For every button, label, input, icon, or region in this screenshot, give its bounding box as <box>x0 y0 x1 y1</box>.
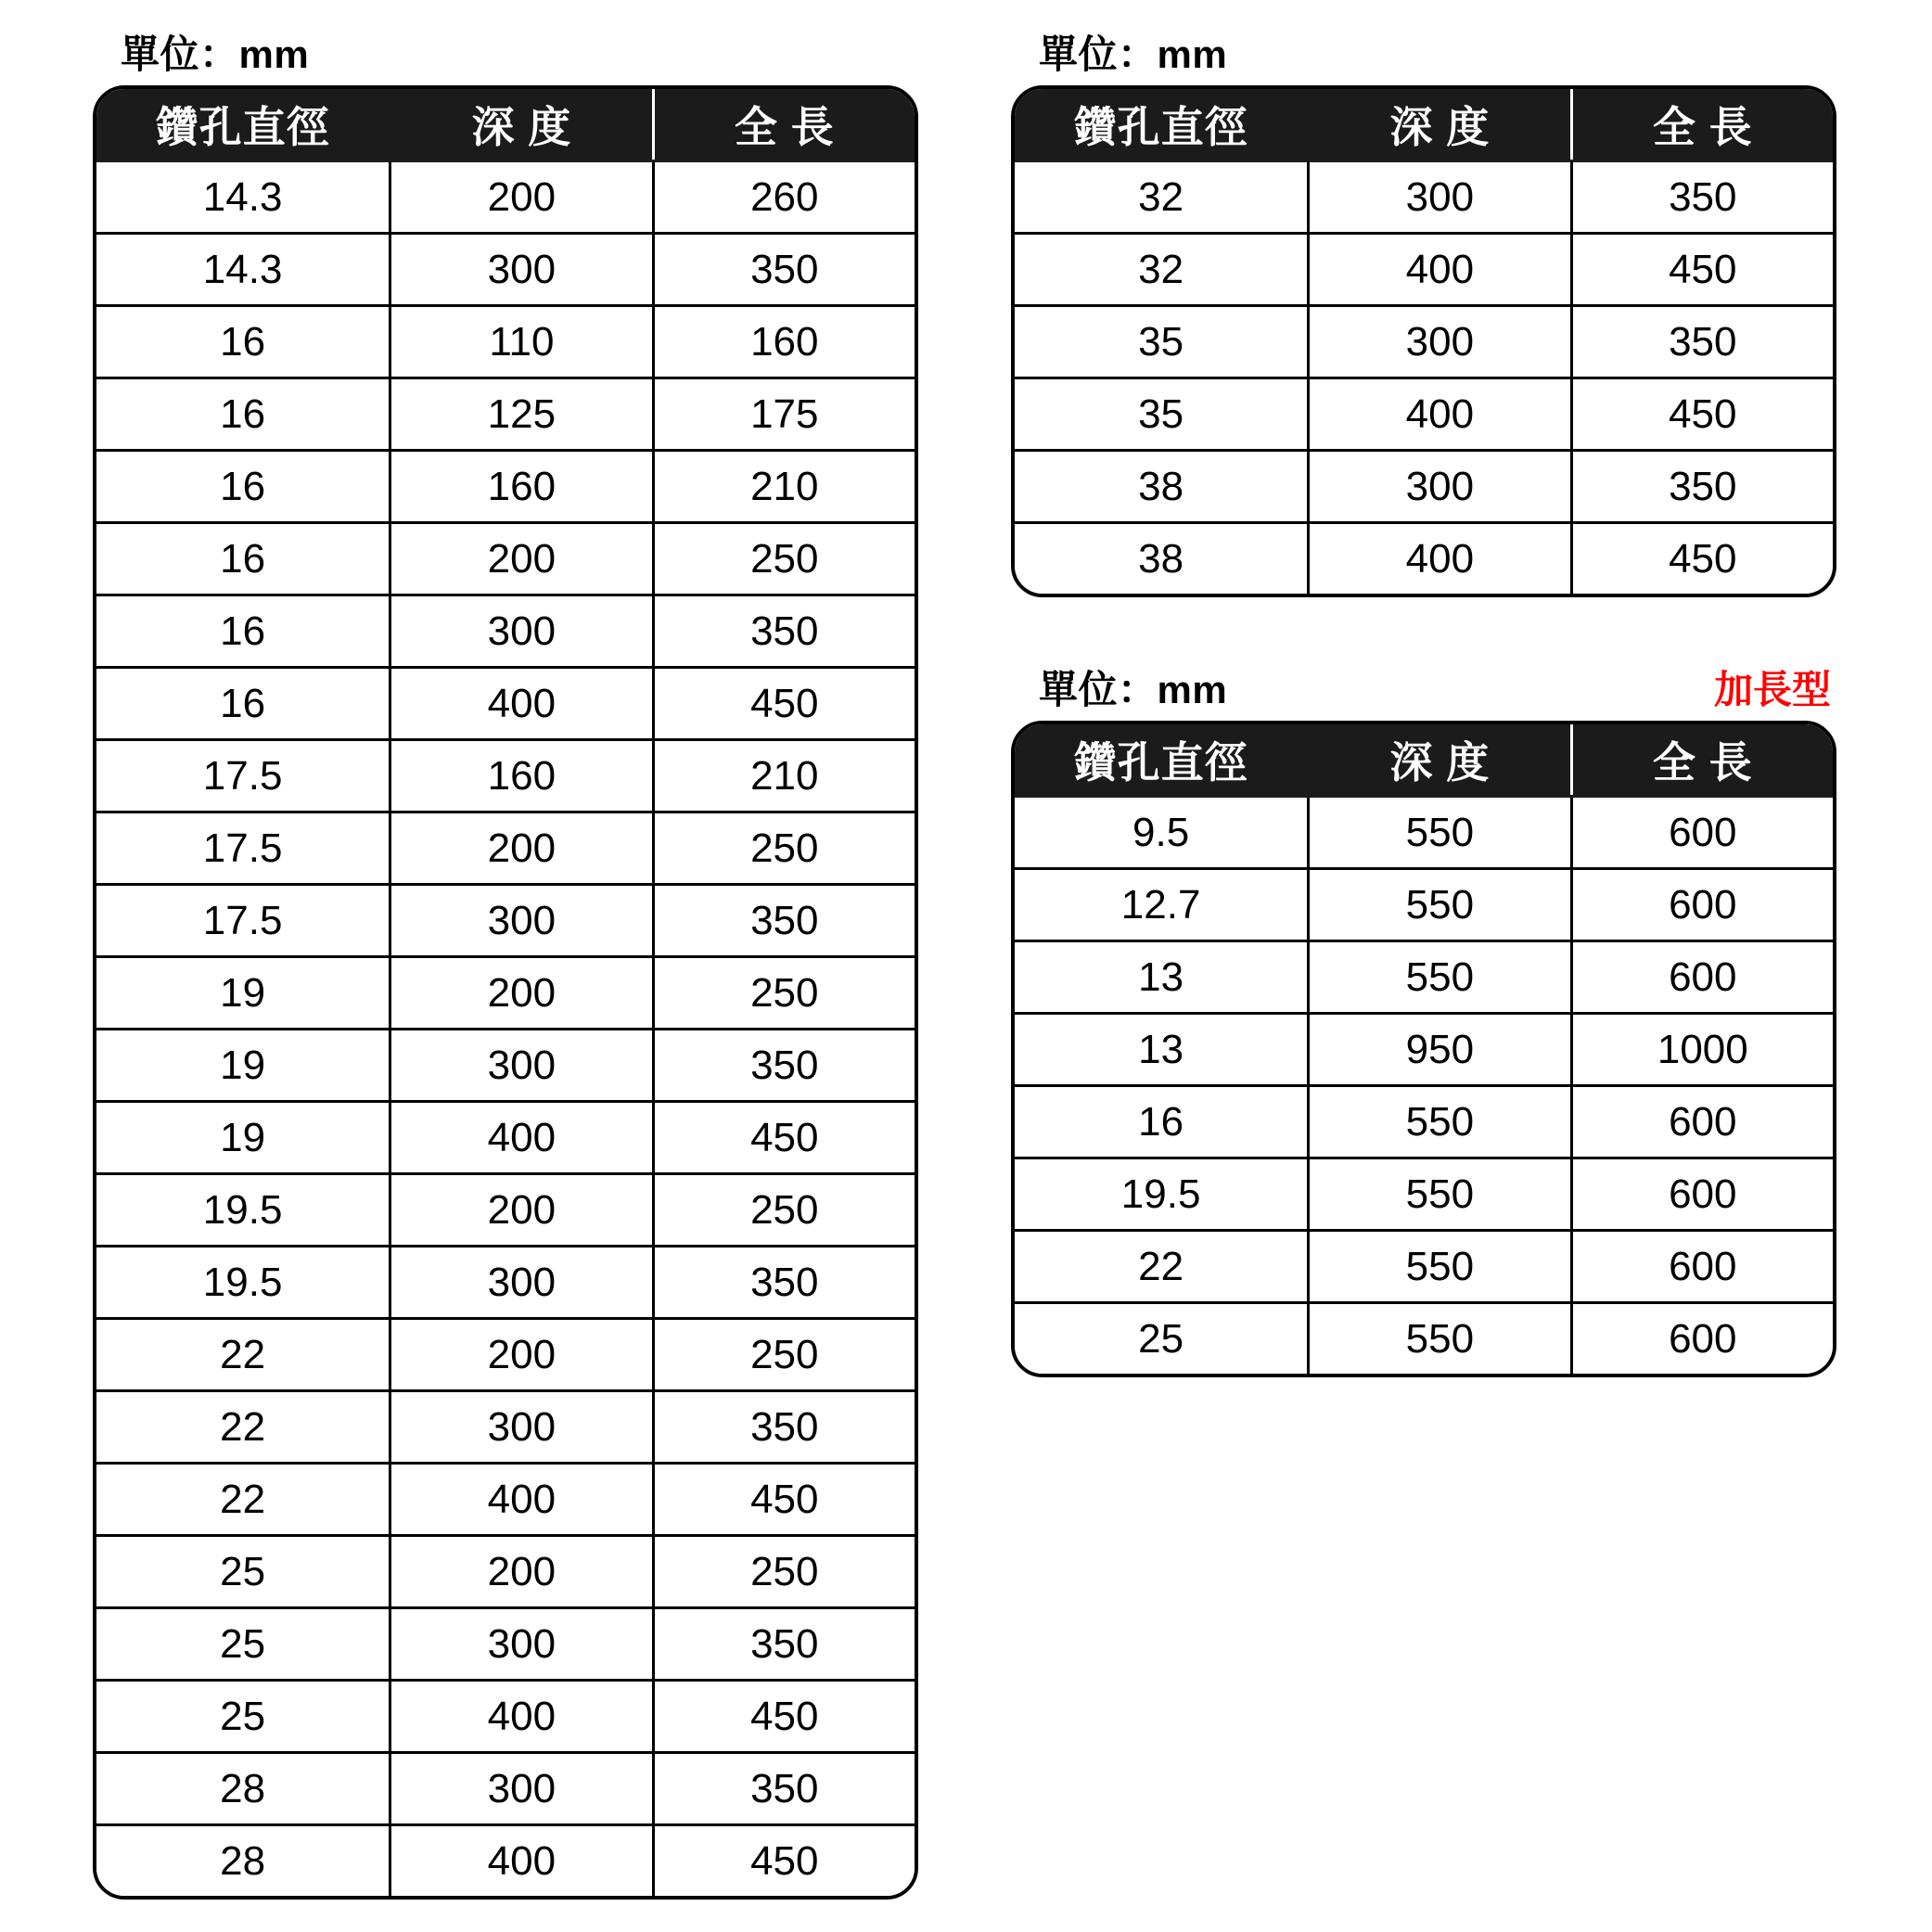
cell-hole-diameter: 17.5 <box>96 885 390 957</box>
cell-hole-diameter: 12.7 <box>1015 869 1309 941</box>
cell-depth: 400 <box>390 1825 653 1897</box>
unit-label: 單位：mm <box>1039 32 1228 76</box>
cell-total-length: 600 <box>1571 797 1833 869</box>
spec-table-block-extended <box>1011 663 1836 1377</box>
cell-total-length: 160 <box>653 306 915 378</box>
cell-hole-diameter: 14.3 <box>96 234 390 306</box>
cell-hole-diameter: 22 <box>96 1319 390 1391</box>
cell-depth: 200 <box>390 812 653 885</box>
cell-total-length: 350 <box>653 1030 915 1102</box>
table-row <box>96 957 915 1030</box>
cell-depth: 300 <box>390 595 653 668</box>
cell-depth: 950 <box>1309 1014 1571 1086</box>
spec-table <box>1015 89 1833 594</box>
table-row <box>96 523 915 595</box>
table-row <box>96 161 915 234</box>
cell-hole-diameter: 19 <box>96 1102 390 1174</box>
cell-hole-diameter: 9.5 <box>1015 797 1309 869</box>
table-row <box>96 234 915 306</box>
cell-hole-diameter: 28 <box>96 1753 390 1825</box>
cell-depth: 400 <box>390 668 653 740</box>
cell-total-length: 600 <box>1571 1086 1833 1158</box>
cell-depth: 110 <box>390 306 653 378</box>
column-header-hole-diameter: 鑽孔直徑 <box>1015 724 1309 797</box>
cell-hole-diameter: 25 <box>96 1536 390 1608</box>
table-row <box>96 1464 915 1536</box>
table-row <box>1015 234 1833 306</box>
cell-total-length: 600 <box>1571 1158 1833 1231</box>
cell-total-length: 600 <box>1571 941 1833 1014</box>
cell-hole-diameter: 16 <box>96 523 390 595</box>
cell-hole-diameter: 17.5 <box>96 740 390 812</box>
table-row <box>96 885 915 957</box>
caption-row <box>93 28 918 80</box>
cell-depth: 400 <box>390 1681 653 1753</box>
cell-total-length: 450 <box>653 668 915 740</box>
cell-depth: 300 <box>390 885 653 957</box>
type-tag-label: 加長型 <box>1713 668 1831 711</box>
table-row <box>96 1391 915 1464</box>
cell-hole-diameter: 16 <box>96 306 390 378</box>
cell-total-length: 350 <box>1571 161 1833 234</box>
cell-total-length: 350 <box>1571 306 1833 378</box>
cell-hole-diameter: 32 <box>1015 161 1309 234</box>
cell-depth: 400 <box>1309 523 1571 595</box>
table-row <box>1015 869 1833 941</box>
cell-hole-diameter: 22 <box>96 1391 390 1464</box>
cell-total-length: 350 <box>653 1753 915 1825</box>
table-row <box>96 451 915 523</box>
table-row <box>1015 306 1833 378</box>
table-row <box>1015 1014 1833 1086</box>
cell-depth: 200 <box>390 1536 653 1608</box>
cell-total-length: 210 <box>653 740 915 812</box>
table-row <box>96 1102 915 1174</box>
table-row <box>1015 797 1833 869</box>
table-row <box>96 1536 915 1608</box>
table-row <box>1015 451 1833 523</box>
cell-depth: 400 <box>1309 234 1571 306</box>
cell-depth: 300 <box>390 1391 653 1464</box>
cell-hole-diameter: 28 <box>96 1825 390 1897</box>
cell-hole-diameter: 38 <box>1015 523 1309 595</box>
table-row <box>1015 1231 1833 1303</box>
cell-total-length: 350 <box>653 1608 915 1681</box>
cell-total-length: 350 <box>653 1247 915 1319</box>
cell-total-length: 600 <box>1571 1231 1833 1303</box>
cell-total-length: 450 <box>653 1464 915 1536</box>
table-row <box>96 1030 915 1102</box>
cell-total-length: 350 <box>653 234 915 306</box>
cell-total-length: 450 <box>653 1681 915 1753</box>
cell-total-length: 250 <box>653 812 915 885</box>
cell-depth: 300 <box>390 1608 653 1681</box>
table-row <box>1015 1158 1833 1231</box>
table-header-row <box>1015 724 1833 797</box>
cell-depth: 160 <box>390 451 653 523</box>
unit-label: 單位：mm <box>121 32 310 76</box>
cell-depth: 200 <box>390 1319 653 1391</box>
cell-depth: 550 <box>1309 797 1571 869</box>
table-row <box>1015 378 1833 451</box>
table-row <box>96 1681 915 1753</box>
cell-hole-diameter: 35 <box>1015 378 1309 451</box>
cell-total-length: 450 <box>1571 378 1833 451</box>
cell-total-length: 450 <box>1571 234 1833 306</box>
spec-table-block-standard-right <box>1011 28 1836 597</box>
column-header-hole-diameter: 鑽孔直徑 <box>1015 89 1309 161</box>
unit-label: 單位：mm <box>1039 668 1228 711</box>
cell-depth: 300 <box>390 1247 653 1319</box>
cell-depth: 550 <box>1309 1231 1571 1303</box>
cell-depth: 300 <box>390 1030 653 1102</box>
cell-depth: 200 <box>390 957 653 1030</box>
column-header-depth: 深 度 <box>1309 89 1571 161</box>
column-header-depth: 深 度 <box>1309 724 1571 797</box>
cell-total-length: 250 <box>653 523 915 595</box>
table-row <box>96 1608 915 1681</box>
cell-hole-diameter: 19 <box>96 957 390 1030</box>
cell-total-length: 450 <box>653 1102 915 1174</box>
cell-hole-diameter: 13 <box>1015 941 1309 1014</box>
table-row <box>1015 1303 1833 1375</box>
table-row <box>96 1825 915 1897</box>
cell-total-length: 350 <box>653 1391 915 1464</box>
cell-depth: 550 <box>1309 1158 1571 1231</box>
cell-hole-diameter: 32 <box>1015 234 1309 306</box>
table-row <box>1015 941 1833 1014</box>
cell-depth: 300 <box>390 1753 653 1825</box>
table-row <box>96 595 915 668</box>
cell-total-length: 450 <box>1571 523 1833 595</box>
column-header-total-length: 全 長 <box>1571 89 1833 161</box>
cell-depth: 550 <box>1309 1303 1571 1375</box>
table-row <box>96 1753 915 1825</box>
spec-table-block-standard-left <box>93 28 918 1900</box>
cell-depth: 400 <box>390 1464 653 1536</box>
cell-hole-diameter: 19.5 <box>1015 1158 1309 1231</box>
table-header-row <box>96 89 915 161</box>
cell-hole-diameter: 22 <box>1015 1231 1309 1303</box>
cell-hole-diameter: 14.3 <box>96 161 390 234</box>
cell-depth: 200 <box>390 523 653 595</box>
cell-depth: 125 <box>390 378 653 451</box>
cell-hole-diameter: 25 <box>96 1681 390 1753</box>
cell-hole-diameter: 19.5 <box>96 1174 390 1247</box>
cell-total-length: 600 <box>1571 1303 1833 1375</box>
cell-hole-diameter: 16 <box>96 451 390 523</box>
cell-depth: 550 <box>1309 1086 1571 1158</box>
column-header-total-length: 全 長 <box>653 89 915 161</box>
table-row <box>96 1247 915 1319</box>
table-row <box>1015 1086 1833 1158</box>
cell-total-length: 250 <box>653 957 915 1030</box>
cell-total-length: 350 <box>653 885 915 957</box>
cell-depth: 400 <box>1309 378 1571 451</box>
table-row <box>96 740 915 812</box>
table-row <box>96 668 915 740</box>
cell-total-length: 175 <box>653 378 915 451</box>
cell-depth: 300 <box>1309 451 1571 523</box>
spec-table <box>1015 724 1833 1374</box>
table-row <box>96 1319 915 1391</box>
table-row <box>96 812 915 885</box>
table-row <box>96 306 915 378</box>
cell-total-length: 350 <box>653 595 915 668</box>
column-header-hole-diameter: 鑽孔直徑 <box>96 89 390 161</box>
column-header-depth: 深 度 <box>390 89 653 161</box>
caption-row <box>1011 663 1836 715</box>
cell-hole-diameter: 16 <box>1015 1086 1309 1158</box>
spec-table <box>96 89 915 1896</box>
cell-depth: 200 <box>390 1174 653 1247</box>
table-header-row <box>1015 89 1833 161</box>
table-frame <box>1011 85 1836 597</box>
table-frame <box>93 85 918 1900</box>
cell-total-length: 450 <box>653 1825 915 1897</box>
caption-row <box>1011 28 1836 80</box>
table-frame <box>1011 721 1836 1377</box>
cell-hole-diameter: 16 <box>96 595 390 668</box>
cell-hole-diameter: 19 <box>96 1030 390 1102</box>
cell-hole-diameter: 13 <box>1015 1014 1309 1086</box>
cell-hole-diameter: 16 <box>96 668 390 740</box>
table-row <box>1015 161 1833 234</box>
cell-total-length: 1000 <box>1571 1014 1833 1086</box>
table-row <box>96 378 915 451</box>
cell-depth: 300 <box>1309 161 1571 234</box>
cell-depth: 400 <box>390 1102 653 1174</box>
cell-depth: 300 <box>390 234 653 306</box>
cell-hole-diameter: 25 <box>96 1608 390 1681</box>
cell-hole-diameter: 16 <box>96 378 390 451</box>
cell-hole-diameter: 38 <box>1015 451 1309 523</box>
cell-total-length: 250 <box>653 1319 915 1391</box>
cell-total-length: 210 <box>653 451 915 523</box>
cell-depth: 550 <box>1309 869 1571 941</box>
cell-hole-diameter: 35 <box>1015 306 1309 378</box>
table-row <box>1015 523 1833 595</box>
cell-hole-diameter: 22 <box>96 1464 390 1536</box>
cell-hole-diameter: 17.5 <box>96 812 390 885</box>
cell-total-length: 350 <box>1571 451 1833 523</box>
table-row <box>96 1174 915 1247</box>
cell-total-length: 600 <box>1571 869 1833 941</box>
cell-total-length: 250 <box>653 1536 915 1608</box>
cell-depth: 160 <box>390 740 653 812</box>
column-header-total-length: 全 長 <box>1571 724 1833 797</box>
cell-total-length: 260 <box>653 161 915 234</box>
cell-depth: 550 <box>1309 941 1571 1014</box>
cell-hole-diameter: 25 <box>1015 1303 1309 1375</box>
cell-hole-diameter: 19.5 <box>96 1247 390 1319</box>
cell-depth: 200 <box>390 161 653 234</box>
cell-depth: 300 <box>1309 306 1571 378</box>
cell-total-length: 250 <box>653 1174 915 1247</box>
